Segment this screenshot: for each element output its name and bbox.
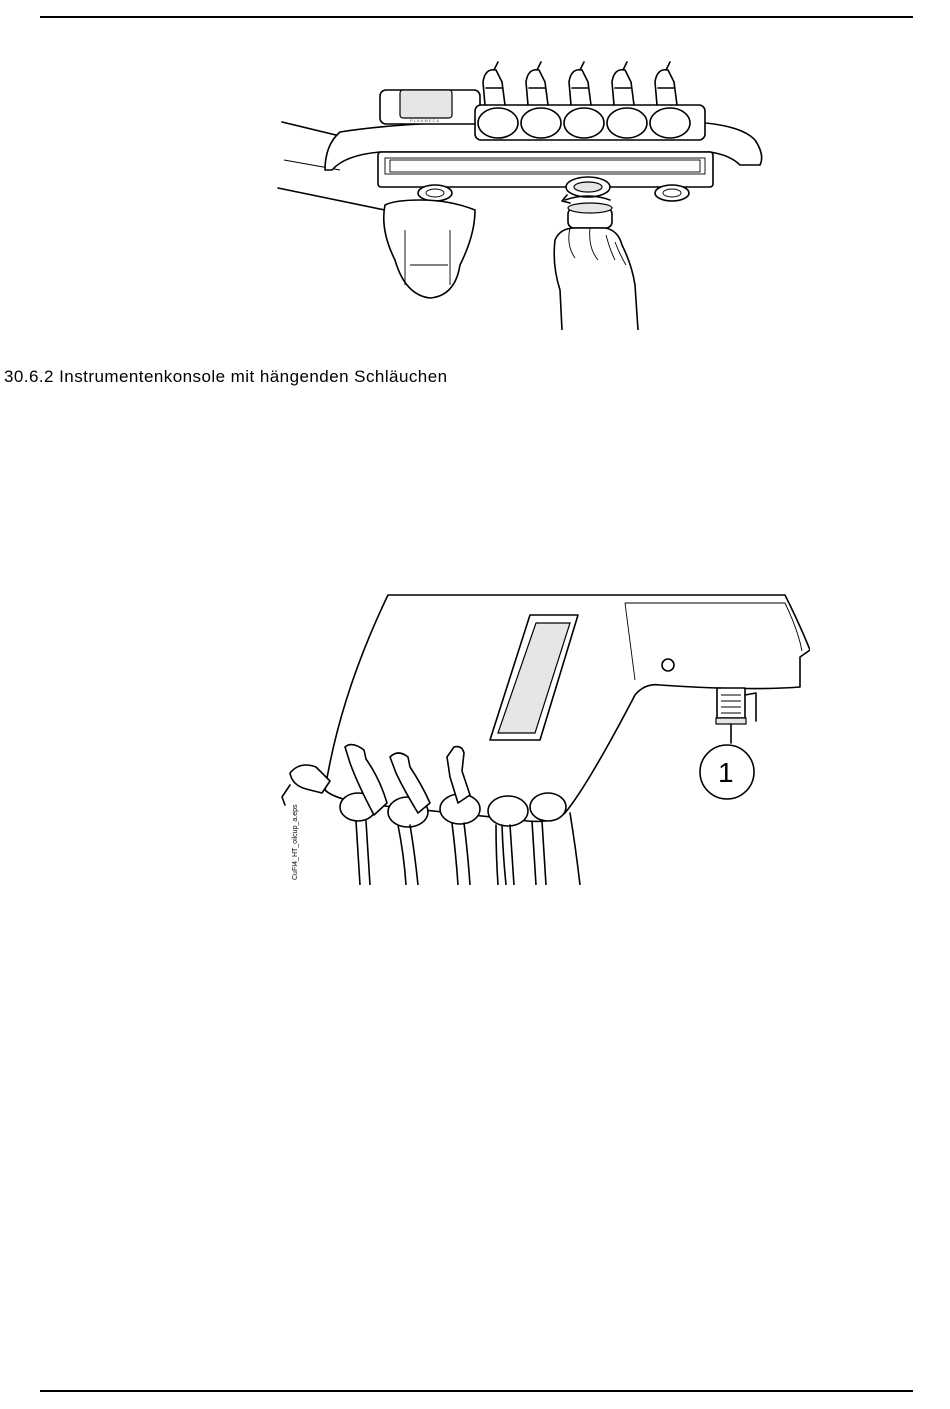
callout-number: 1 (718, 757, 734, 788)
brand-label: PLANMECA (410, 118, 441, 123)
header-rule (40, 16, 913, 18)
hanging-hose-console-illustration (270, 585, 810, 885)
section-heading: 30.6.2 Instrumentenkonsole mit hängenden Schläuchen (4, 367, 448, 386)
footer-rule (40, 1390, 913, 1392)
console-oil-cup-illustration (270, 60, 780, 335)
figure-file-label: CuFI4_HT_oilcup_a.eps (292, 804, 299, 880)
console-screen (400, 90, 452, 118)
